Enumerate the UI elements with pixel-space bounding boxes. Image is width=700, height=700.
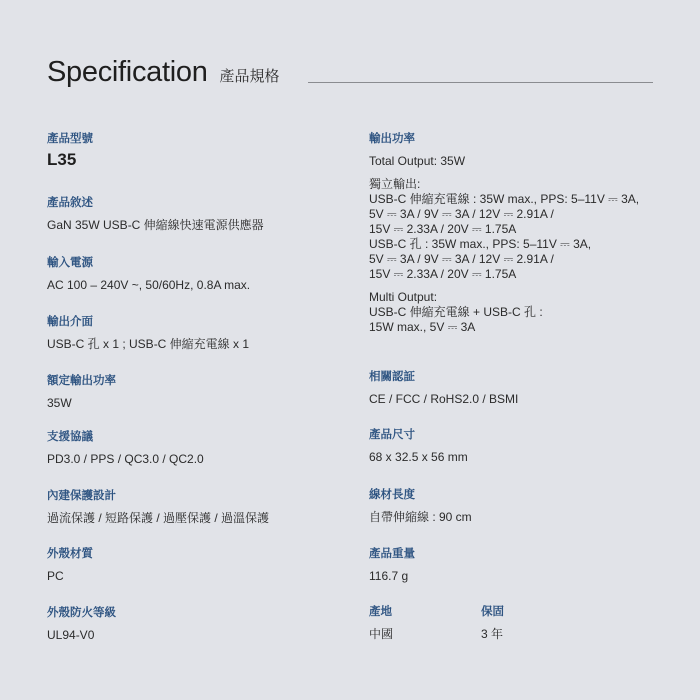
header-divider — [308, 82, 653, 83]
spec-multi-output: Multi Output: USB-C 伸縮充電線 + USB-C 孔 : 15W max., 5V ⎓ 3A — [369, 290, 543, 334]
spec-value: UL94-V0 — [47, 628, 95, 642]
spec-label: 額定輸出功率 — [47, 375, 116, 387]
spec-value: PC — [47, 569, 64, 583]
spec-label: 輸入電源 — [47, 257, 93, 269]
spec-label: 支援協議 — [47, 431, 93, 443]
page-title: Specification — [47, 56, 208, 88]
spec-value: 35W — [47, 396, 72, 410]
page-subtitle: 產品規格 — [219, 68, 280, 85]
spec-value: CE / FCC / RoHS2.0 / BSMI — [369, 392, 519, 406]
spec-weight — [369, 547, 415, 584]
spec-value: 中國 — [369, 627, 394, 641]
spec-value: 68 x 32.5 x 56 mm — [369, 450, 468, 464]
spec-value: 過流保護 / 短路保護 / 過壓保護 / 過溫保護 — [47, 511, 270, 525]
spec-output-ports — [47, 315, 249, 352]
spec-label: 保固 — [481, 606, 504, 618]
spec-label: 產品重量 — [369, 548, 415, 560]
spec-value: 116.7 g — [369, 569, 409, 583]
spec-label: 產品尺寸 — [369, 429, 415, 441]
spec-fire-rating — [47, 606, 116, 643]
spec-input-power — [47, 256, 250, 293]
spec-label: 產地 — [369, 606, 392, 618]
spec-description — [47, 196, 264, 233]
spec-housing-material — [47, 547, 93, 584]
spec-rated-output — [47, 374, 116, 411]
spec-origin — [369, 605, 481, 642]
spec-label: 內建保護設計 — [47, 490, 116, 502]
spec-label: 外殼材質 — [47, 548, 93, 560]
spec-model — [47, 132, 93, 167]
spec-label: 外殼防火等級 — [47, 607, 116, 619]
spec-label: 輸出介面 — [47, 316, 93, 328]
spec-value: AC 100 – 240V ~, 50/60Hz, 0.8A max. — [47, 278, 251, 292]
spec-origin-warranty — [369, 605, 593, 642]
spec-label: 相關認証 — [369, 371, 415, 383]
spec-label: 輸出功率 — [369, 133, 415, 145]
spec-total-output: Total Output: 35W — [369, 154, 466, 168]
spec-output-power — [369, 132, 639, 335]
spec-value: PD3.0 / PPS / QC3.0 / QC2.0 — [47, 452, 204, 466]
spec-certification — [369, 370, 518, 407]
spec-value: USB-C 孔 x 1 ; USB-C 伸縮充電線 x 1 — [47, 337, 250, 351]
spec-value: GaN 35W USB-C 伸縮線快速電源供應器 — [47, 218, 264, 232]
spec-warranty — [481, 605, 593, 642]
spec-label: 產品敘述 — [47, 197, 93, 209]
spec-cable-length — [369, 488, 472, 525]
spec-value: 3 年 — [481, 627, 504, 641]
spec-label: 產品型號 — [47, 133, 93, 145]
spec-independent-output: 獨立輸出: USB-C 伸縮充電線 : 35W max., PPS: 5–11V ⎓ 3A, 5V ⎓ 3A / 9V ⎓ 3A / 12V ⎓ 2.91A / 15V ⎓ 2.33A / 20V ⎓ 1.75A USB-C 孔 : 35W max., PPS: 5–11V ⎓ 3A, 5V ⎓ 3A / 9V ⎓ 3A / 12V ⎓ 2.91A / 15V ⎓ 2.33A / 20V ⎓ 1.75A — [369, 177, 640, 281]
spec-value: 自帶伸縮線 : 90 cm — [369, 510, 472, 524]
spec-label: 線材長度 — [369, 489, 415, 501]
spec-value: L35 — [47, 150, 77, 169]
spec-protocols — [47, 430, 204, 467]
page-header — [47, 56, 280, 89]
spec-protection — [47, 489, 269, 526]
spec-dimensions — [369, 428, 468, 465]
